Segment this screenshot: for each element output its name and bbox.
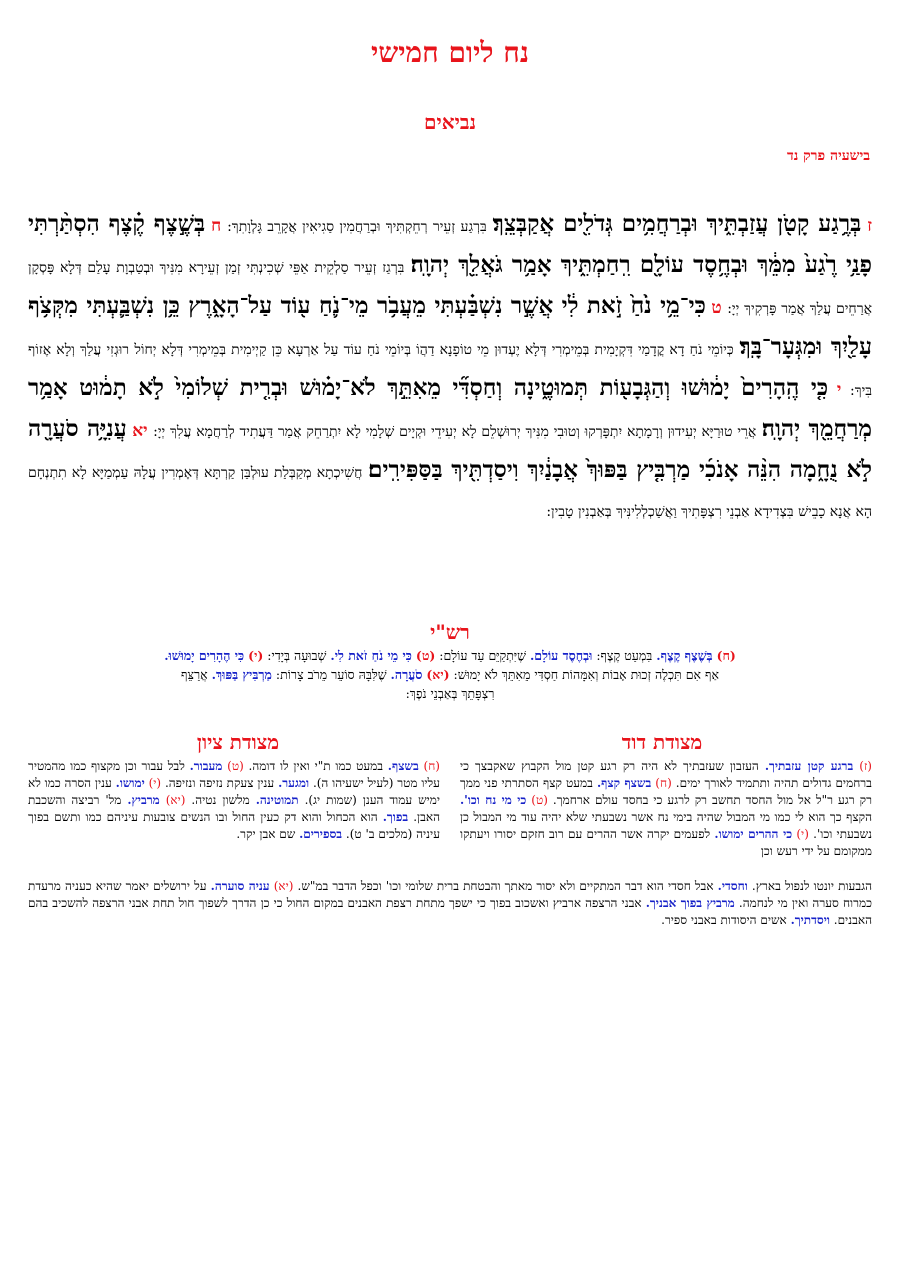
rashi-line: רִצְפָּתֵךְ בְּאַבְנֵי נֹפֶךְ:: [405, 686, 495, 701]
comment-keyword: ימושו.: [115, 776, 145, 790]
comment-num: (יא): [273, 879, 294, 893]
rashi-commentary: [28, 646, 872, 703]
comment-num: (י): [796, 827, 809, 841]
comment-num: (ח): [423, 759, 440, 773]
comment-text: אבני הרצפה ארביץ ואשכוב בפוך כי ישפך מתחת רצפת האבנים במקום החול כי כן הדרך לשפוך חול תחת אבני הרצפה להשכיב בהם האבנים.: [28, 896, 872, 927]
comment-keyword: מרביץ בפוך אבניך.: [645, 896, 735, 910]
rashi-text: שְׁבוּעָה בְּיָדִי:: [267, 648, 327, 663]
comment-text: מל' רביצה והשכבת האבן.: [28, 793, 440, 824]
comment-text: במעט קצף הסתרתי פני ממך רק רגע ר"ל אל מול החסד תחשב רק לרגע כי בחסד עולם ארחמך.: [460, 776, 872, 807]
comment-keyword: מרביץ.: [127, 793, 160, 807]
targum-text: כְּיוֹמֵי נֹחַ דָא קֳדָמַי דִּקְיָמִית בְּמֵימְרִי דְּלָא יֶעְדוּן מֵי טוֹפָנָא דַהֲוֹ בְּיוֹמֵי נֹחַ עוֹד עַל אַרְעָא כֵּן קַיְימִית בְּמֵימְרִי דְּלָא יְחוֹל רוּגְזִי עֲלַךְ וְלָא אֶזוֹף בִּיךְ:: [28, 342, 872, 399]
comment-keyword: ומגער.: [278, 776, 310, 790]
verse-number: ז: [867, 216, 872, 236]
comment-num: (ט): [531, 793, 548, 807]
comment-text: הגבעות יונטו לנפול בארץ.: [751, 879, 872, 893]
comment-num: (ז): [859, 759, 872, 773]
verse-number: ט: [711, 298, 722, 318]
verse-text: כִּי־מֵ֥י נֹ֙חַ֙ זֹ֣את לִ֔י אֲשֶׁ֣ר נִשְׁבַּ֗עְתִּי מֵעֲבֹ֥ר מֵי־נֹ֛חַ ע֖וֹד עַל־הָאָ֑רֶץ כֵּ֥ן נִשְׁבַּ֛עְתִּי מִקְּצֹ֥ף עָלַ֖יִךְ וּמִגְּעָר־בָּֽךְ׃: [28, 292, 872, 360]
comment-keyword: וחסדי.: [717, 879, 748, 893]
comment-keyword: עניה סוערה.: [210, 879, 270, 893]
rashi-heading: כִּי מֵי נֹחַ זֹאת לִי.: [330, 648, 412, 663]
verse-number: ח: [211, 216, 222, 236]
comment-text: שם אבן יקר.: [236, 827, 296, 841]
rashi-num: (ט): [415, 648, 436, 663]
comment-num: (ח): [655, 776, 672, 790]
comment-text: על ירושלים יאמר שהיא כעניה מרעדת כמרוח סערה ואין מי לנחמה.: [28, 879, 872, 910]
rashi-line: [28, 646, 872, 665]
comment-keyword: מעבור.: [189, 759, 223, 773]
metzudat-zion-title: מצודת ציון: [196, 730, 280, 754]
comment-keyword: כי מי נח וכו'.: [460, 793, 527, 807]
rashi-heading: סֹעֲרָה.: [390, 667, 423, 682]
comment-keyword: ברגע קטן עזבתיך.: [764, 759, 854, 773]
page-title: נח ליום חמישי: [371, 36, 529, 69]
comment-num: (י): [148, 776, 162, 790]
comment-keyword: תמוטינה.: [255, 793, 299, 807]
comment-text: לבל עבור וכן מקצוף כמו מהמטיר עליו מטר (לעיל ישעיהו ה).: [28, 759, 440, 790]
targum-text: אֲרֵי טוּרַיָּא יְעִידוּן וְרָמָתָא יִתְפָּרְקוּ וְטוּבִי מִנִּיךְ יְרוּשְׁלֵם לָא יְעִידֵי וּקְיָים שְׁלָמִי לָא יִתְרַחֵק אֲמַר דַּעֲתִיד לְרַחֲמָא עֲלִךְ יְיָ:: [153, 424, 757, 440]
comment-text: הוא הכחול והוא דק כעין החול ובו הנשים צובעות עיניהם כמו ותשם בפוך עיניה (מלכים ב' ט).: [28, 810, 440, 841]
targum-text: בִּרְגַז זְעֵיר סַלְקֵית אַפֵּי שְׁכִינְתִּי זְמַן זְעֵירָא מִנִּיךְ וּבְטַבְוָת עָלַם דְּלָא פָּסְקָן אֲרַחֵים עֲלַךְ אֲמַר פָּרְקִיךְ יְיָ:: [28, 260, 872, 317]
comment-text: הקצף כך הוא לי כמו מי המבול שהיה בימי נח אשר נשבעתי שלא יהיה עוד מי המבול כן נשבעתי וכו'.: [460, 810, 872, 841]
rashi-heading: מַרְבִּיץ בַּפּוּךְ.: [211, 667, 272, 682]
rashi-text: בִּמְעַט קֶצֶף:: [596, 648, 653, 663]
verse-text: עֲנִיָּ֥ה סֹעֲרָ֖ה לֹ֣א נֻחָ֑מָה הִנֵּ֨ה אָנֹכִ֜י מַרְבִּ֤יץ בַּפּוּךְ֙ אֲבָנַ֔יִךְ וִיסַדְתִּ֖יךְ בַּסַּפִּירִֽים׃: [28, 415, 872, 483]
rashi-heading: כִּי הֶהָרִים יָמוּשׁוּ.: [164, 648, 245, 663]
rashi-text: אֲרַצֵּף: [181, 667, 208, 682]
comment-keyword: בספירים.: [299, 827, 343, 841]
rashi-num: (ח): [716, 648, 736, 663]
rashi-num: (יא): [426, 667, 450, 682]
comment-num: (יא): [165, 793, 186, 807]
comment-keyword: בפוך.: [382, 810, 409, 824]
verse-text: בְּרֶ֥גַע קָטֹ֖ן עֲזַבְתִּ֑יךְ וּבְרַחֲמִ֥ים גְּדֹלִ֖ים אֲקַבְּצֵֽךְ׃: [492, 210, 862, 237]
rashi-line: [28, 665, 872, 684]
metzudat-david-title: מצודת דוד: [621, 730, 703, 754]
verse-text: בְּשֶׁ֣צֶף קֶ֗צֶף הִסְתַּ֨רְתִּי פָנַ֥י רֶ֙גַע֙ מִמֵּ֔ךְ וּבְחֶ֥סֶד עוֹלָ֖ם רִֽחַמְתִּ֑יךְ אָמַ֥ר גֹּאֲלֵ֖ךְ יְהוָֽה׃: [28, 210, 872, 278]
targum-text: חֲשִׁיכְתָא מְקַבְּלַת עוּלְבַּן קַרְתָּא דְּאָמְרִין עֲלָהּ עַמְמַיָּא לָא תִתְנְחָם הָא אֲנָא כָבֵישׁ בִּצְדִידָא אַבְנֵי רִצְפָּתִיךְ וַאֲשַׁכְלְלִינִּיךְ בְּאַבְנִין טָבִין:: [28, 465, 872, 520]
metzudat-david-continued: [28, 878, 872, 929]
comment-text: העזבון שעזבתיך לא היה רק רגע קטן מול הקבוץ שאקבצך כי ברחמים גדולים תהיה ותתמיד לאורך ימים.: [460, 759, 872, 790]
comment-text: במעט כמו ת"י ואין לו דומה.: [248, 759, 384, 773]
section-title: נביאים: [424, 110, 476, 134]
rashi-text: שֶׁלִּבָּהּ סוֹעֵר מֵרֹב צָרוֹת:: [275, 667, 387, 682]
comment-text: מלשון נטיה.: [191, 793, 250, 807]
rashi-text: שֶׁיִּתְקַיֵּם עַד עוֹלָם:: [439, 648, 526, 663]
targum-text: בִּרְגַע זְעֵיר רְחֵקְתִּיךְ וּבְרַחֲמִין סַגִיאִין אֲקָרֵב גָּלְוָתִךְ:: [227, 219, 487, 235]
verse-text: כִּ֤י הֶֽהָרִים֙ יָמ֔וּשׁוּ וְהַגְּבָע֖וֹת תְּמוּטֶ֑ינָה וְחַסְדִּ֞י מֵאִתֵּ֣ךְ לֹא־יָמ֗וּשׁ וּבְרִ֤ית שְׁלוֹמִי֙ לֹ֣א תָמ֔וּט אָמַ֥ר מְרַחֲמֵ֖ךְ יְהוָֽה׃: [28, 374, 873, 442]
comment-text: אבל חסדי הוא דבר המתקיים ולא יסור מאתך והבטחת ברית שלומי וכו' וכפל הדבר במ"ש.: [297, 879, 714, 893]
comment-num: (ט): [227, 759, 244, 773]
comment-keyword: ויסדתיך.: [790, 913, 830, 927]
comment-text: ענין הסרה כמו לא ימיש עמוד הענן (שמות יג).: [28, 776, 440, 807]
comment-text: אשים היסודות באבני ספיר.: [661, 913, 787, 927]
verse-number: יא: [132, 421, 148, 441]
main-text: [28, 205, 872, 531]
rashi-num: (י): [248, 648, 264, 663]
comment-keyword: בשצף.: [387, 759, 419, 773]
verse-number: י: [836, 380, 842, 400]
metzudat-zion-text: [28, 758, 440, 843]
comment-text: ענין צעקת נזיפה ונזיפה.: [164, 776, 275, 790]
rashi-heading: וּבְחֶסֶד עוֹלָם.: [529, 648, 593, 663]
rashi-title: רש"י: [430, 620, 470, 644]
rashi-text: אַף אִם תִּכְלֶה זְכוּת אָבוֹת וְאִמָּהוֹת חַסְדִּי מֵאִתֵּךְ לֹא יָמוּשׁ:: [453, 667, 719, 682]
rashi-heading: בְּשֶׁצֶף קֶצֶף.: [656, 648, 713, 663]
comment-keyword: כי ההרים ימושו.: [714, 827, 793, 841]
metzudat-david-text: [460, 758, 872, 860]
comment-keyword: בשצף קצף.: [596, 776, 652, 790]
comment-text: לפעמים יקרה אשר ההרים עם רוב חזקם יסורו ויעתקו ממקומם על ידי רעש וכן: [460, 827, 872, 858]
chapter-label: בישעיה פרק נד: [787, 148, 870, 164]
